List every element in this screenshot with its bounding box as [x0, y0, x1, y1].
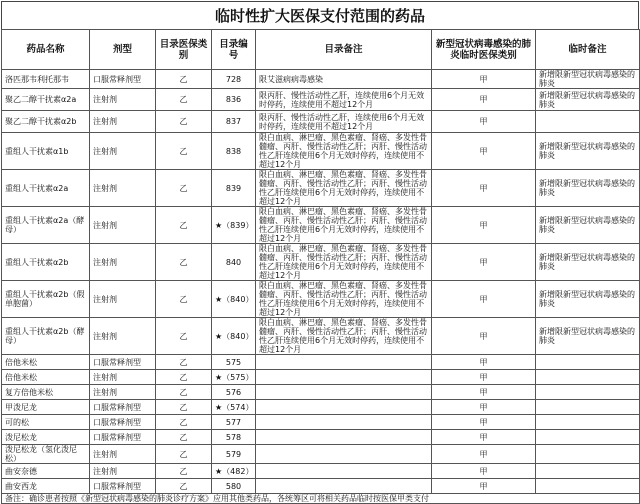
table-row: [2, 445, 640, 464]
dosage-form-cell: 口服常释剂型: [90, 415, 156, 430]
drug-name-cell: 重组人干扰素α2b（酵母）: [2, 318, 90, 355]
table-row: [2, 281, 640, 318]
catalog-remark-cell: 限艾滋病病毒感染: [256, 70, 432, 89]
drug-name-cell: 泼尼松龙（氢化泼尼松）: [2, 445, 90, 464]
catalog-category-cell: 乙: [156, 244, 212, 281]
catalog-code-cell: 578: [212, 430, 256, 445]
table-row: [2, 244, 640, 281]
catalog-code-cell: 837: [212, 111, 256, 133]
catalog-category-cell: 乙: [156, 355, 212, 370]
temporary-remark-cell: [536, 430, 640, 445]
temporary-remark-cell: [536, 111, 640, 133]
catalog-category-cell: 乙: [156, 170, 212, 207]
catalog-remark-cell: 限丙肝、慢性活动性乙肝，连续使用6个月无效时停药，连续使用不超过12个月: [256, 111, 432, 133]
catalog-category-cell: 乙: [156, 385, 212, 400]
drug-name-cell: 重组人干扰素α2a（酵母）: [2, 207, 90, 244]
catalog-remark-cell: [256, 370, 432, 385]
catalog-remark-cell: 限白血病、淋巴瘤、黑色素瘤、肾癌、多发性骨髓瘤、丙肝、慢性活动性乙肝；丙肝、慢性活动性乙肝连续使用6个月无效时停药，连续使用不超过12个月: [256, 281, 432, 318]
catalog-code-cell: 576: [212, 385, 256, 400]
catalog-remark-cell: [256, 464, 432, 479]
temporary-remark-cell: [536, 415, 640, 430]
table-row: [2, 89, 640, 111]
temporary-category-cell: 甲: [432, 415, 536, 430]
drug-name-cell: 倍他米松: [2, 370, 90, 385]
drug-name-cell: 曲安西龙: [2, 479, 90, 494]
temporary-remark-cell: [536, 355, 640, 370]
temporary-remark-cell: 新增限新型冠状病毒感染的肺炎: [536, 89, 640, 111]
header-temporary-category: 新型冠状病毒感染的肺炎临时医保类别: [432, 30, 536, 70]
table-row: [2, 111, 640, 133]
catalog-category-cell: 乙: [156, 400, 212, 415]
drug-name-cell: 聚乙二醇干扰素α2a: [2, 89, 90, 111]
table-row: [2, 415, 640, 430]
catalog-remark-cell: [256, 355, 432, 370]
catalog-category-cell: 乙: [156, 318, 212, 355]
footnote-row: [2, 494, 640, 504]
temporary-remark-cell: 新增限新型冠状病毒感染的肺炎: [536, 244, 640, 281]
catalog-category-cell: 乙: [156, 415, 212, 430]
catalog-remark-cell: 限白血病、淋巴瘤、黑色素瘤、肾癌、多发性骨髓瘤、丙肝、慢性活动性乙肝；丙肝、慢性活动性乙肝连续使用6个月无效时停药，连续使用不超过12个月: [256, 318, 432, 355]
header-catalog-code: 目录编号: [212, 30, 256, 70]
dosage-form-cell: 口服常释剂型: [90, 479, 156, 494]
table-row: [2, 385, 640, 400]
temporary-remark-cell: 新增限新型冠状病毒感染的肺炎: [536, 170, 640, 207]
document-sheet: [1, 1, 639, 503]
catalog-code-cell: 577: [212, 415, 256, 430]
catalog-category-cell: 乙: [156, 430, 212, 445]
temporary-category-cell: 甲: [432, 355, 536, 370]
drug-name-cell: 曲安奈德: [2, 464, 90, 479]
dosage-form-cell: 注射剂: [90, 464, 156, 479]
catalog-remark-cell: [256, 479, 432, 494]
temporary-remark-cell: 新增限新型冠状病毒感染的肺炎: [536, 133, 640, 170]
table-row: [2, 318, 640, 355]
drug-name-cell: 复方倍他米松: [2, 385, 90, 400]
temporary-remark-cell: 新增限新型冠状病毒感染的肺炎: [536, 70, 640, 89]
table-row: [2, 133, 640, 170]
catalog-category-cell: 乙: [156, 445, 212, 464]
catalog-category-cell: 乙: [156, 464, 212, 479]
temporary-category-cell: 甲: [432, 445, 536, 464]
table-row: [2, 170, 640, 207]
dosage-form-cell: 注射剂: [90, 370, 156, 385]
drug-name-cell: 聚乙二醇干扰素α2b: [2, 111, 90, 133]
drug-name-cell: 重组人干扰素α1b: [2, 133, 90, 170]
catalog-remark-cell: 限丙肝、慢性活动性乙肝，连续使用6个月无效时停药，连续使用不超过12个月: [256, 89, 432, 111]
catalog-code-cell: ★（840）: [212, 281, 256, 318]
table-row: [2, 479, 640, 494]
catalog-code-cell: ★（839）: [212, 207, 256, 244]
dosage-form-cell: 注射剂: [90, 445, 156, 464]
temporary-category-cell: 甲: [432, 244, 536, 281]
temporary-category-cell: 甲: [432, 207, 536, 244]
page-title: 临时性扩大医保支付范围的药品: [1, 1, 639, 29]
catalog-remark-cell: 限白血病、淋巴瘤、黑色素瘤、肾癌、多发性骨髓瘤、丙肝、慢性活动性乙肝；丙肝、慢性活动性乙肝连续使用6个月无效时停药，连续使用不超过12个月: [256, 133, 432, 170]
drug-name-cell: 泼尼松龙: [2, 430, 90, 445]
dosage-form-cell: 注射剂: [90, 170, 156, 207]
header-catalog-remark: 目录备注: [256, 30, 432, 70]
dosage-form-cell: 口服常释剂型: [90, 355, 156, 370]
temporary-category-cell: 甲: [432, 89, 536, 111]
temporary-category-cell: 甲: [432, 318, 536, 355]
dosage-form-cell: 口服常释剂型: [90, 400, 156, 415]
catalog-remark-cell: [256, 400, 432, 415]
temporary-remark-cell: [536, 445, 640, 464]
table-row: [2, 70, 640, 89]
drug-table: [1, 29, 640, 504]
drug-name-cell: 重组人干扰素α2b: [2, 244, 90, 281]
temporary-category-cell: 甲: [432, 70, 536, 89]
catalog-code-cell: 728: [212, 70, 256, 89]
temporary-category-cell: 甲: [432, 400, 536, 415]
catalog-code-cell: ★（840）: [212, 318, 256, 355]
catalog-category-cell: 乙: [156, 133, 212, 170]
temporary-remark-cell: [536, 400, 640, 415]
table-row: [2, 355, 640, 370]
dosage-form-cell: 注射剂: [90, 318, 156, 355]
catalog-category-cell: 乙: [156, 370, 212, 385]
temporary-category-cell: 甲: [432, 370, 536, 385]
catalog-code-cell: 836: [212, 89, 256, 111]
catalog-remark-cell: [256, 430, 432, 445]
drug-name-cell: 重组人干扰素α2b（假单胞菌）: [2, 281, 90, 318]
dosage-form-cell: 注射剂: [90, 111, 156, 133]
catalog-remark-cell: [256, 445, 432, 464]
temporary-category-cell: 甲: [432, 385, 536, 400]
drug-name-cell: 甲泼尼龙: [2, 400, 90, 415]
dosage-form-cell: 口服常释剂型: [90, 70, 156, 89]
drug-name-cell: 重组人干扰素α2a: [2, 170, 90, 207]
temporary-remark-cell: [536, 464, 640, 479]
catalog-category-cell: 乙: [156, 479, 212, 494]
temporary-remark-cell: 新增限新型冠状病毒感染的肺炎: [536, 207, 640, 244]
temporary-remark-cell: 新增限新型冠状病毒感染的肺炎: [536, 281, 640, 318]
catalog-category-cell: 乙: [156, 89, 212, 111]
temporary-category-cell: 甲: [432, 281, 536, 318]
catalog-remark-cell: [256, 415, 432, 430]
dosage-form-cell: 注射剂: [90, 133, 156, 170]
dosage-form-cell: 注射剂: [90, 385, 156, 400]
footnote: 备注：确诊患者按照《新型冠状病毒感染的肺炎诊疗方案》应用其他类药品，各统筹区可将相关药品临时按医保甲类支付: [2, 494, 640, 504]
dosage-form-cell: 注射剂: [90, 281, 156, 318]
temporary-category-cell: 甲: [432, 479, 536, 494]
catalog-category-cell: 乙: [156, 111, 212, 133]
catalog-code-cell: 575: [212, 355, 256, 370]
table-row: [2, 430, 640, 445]
temporary-remark-cell: [536, 370, 640, 385]
table-row: [2, 400, 640, 415]
catalog-code-cell: 839: [212, 170, 256, 207]
temporary-category-cell: 甲: [432, 133, 536, 170]
table-row: [2, 464, 640, 479]
dosage-form-cell: 注射剂: [90, 207, 156, 244]
catalog-code-cell: 840: [212, 244, 256, 281]
catalog-code-cell: 580: [212, 479, 256, 494]
catalog-code-cell: 579: [212, 445, 256, 464]
header-dosage-form: 剂型: [90, 30, 156, 70]
temporary-category-cell: 甲: [432, 464, 536, 479]
dosage-form-cell: 口服常释剂型: [90, 430, 156, 445]
header-row: [2, 30, 640, 70]
catalog-category-cell: 乙: [156, 207, 212, 244]
header-catalog-category: 目录医保类别: [156, 30, 212, 70]
table-row: [2, 370, 640, 385]
table-row: [2, 207, 640, 244]
header-temporary-remark: 临时备注: [536, 30, 640, 70]
catalog-category-cell: 乙: [156, 281, 212, 318]
dosage-form-cell: 注射剂: [90, 244, 156, 281]
dosage-form-cell: 注射剂: [90, 89, 156, 111]
catalog-code-cell: ★（482）: [212, 464, 256, 479]
temporary-remark-cell: [536, 479, 640, 494]
temporary-remark-cell: [536, 385, 640, 400]
catalog-category-cell: 乙: [156, 70, 212, 89]
temporary-category-cell: 甲: [432, 111, 536, 133]
catalog-code-cell: ★（574）: [212, 400, 256, 415]
catalog-code-cell: ★（575）: [212, 370, 256, 385]
catalog-code-cell: 838: [212, 133, 256, 170]
catalog-remark-cell: 限白血病、淋巴瘤、黑色素瘤、肾癌、多发性骨髓瘤、丙肝、慢性活动性乙肝；丙肝、慢性活动性乙肝连续使用6个月无效时停药，连续使用不超过12个月: [256, 244, 432, 281]
catalog-remark-cell: 限白血病、淋巴瘤、黑色素瘤、肾癌、多发性骨髓瘤、丙肝、慢性活动性乙肝；丙肝、慢性活动性乙肝连续使用6个月无效时停药，连续使用不超过12个月: [256, 170, 432, 207]
temporary-remark-cell: 新增限新型冠状病毒感染的肺炎: [536, 318, 640, 355]
header-drug-name: 药品名称: [2, 30, 90, 70]
drug-name-cell: 洛匹那韦利托那韦: [2, 70, 90, 89]
drug-name-cell: 倍他米松: [2, 355, 90, 370]
catalog-remark-cell: 限白血病、淋巴瘤、黑色素瘤、肾癌、多发性骨髓瘤、丙肝、慢性活动性乙肝；丙肝、慢性活动性乙肝连续使用6个月无效时停药，连续使用不超过12个月: [256, 207, 432, 244]
temporary-category-cell: 甲: [432, 170, 536, 207]
drug-name-cell: 可的松: [2, 415, 90, 430]
temporary-category-cell: 甲: [432, 430, 536, 445]
catalog-remark-cell: [256, 385, 432, 400]
